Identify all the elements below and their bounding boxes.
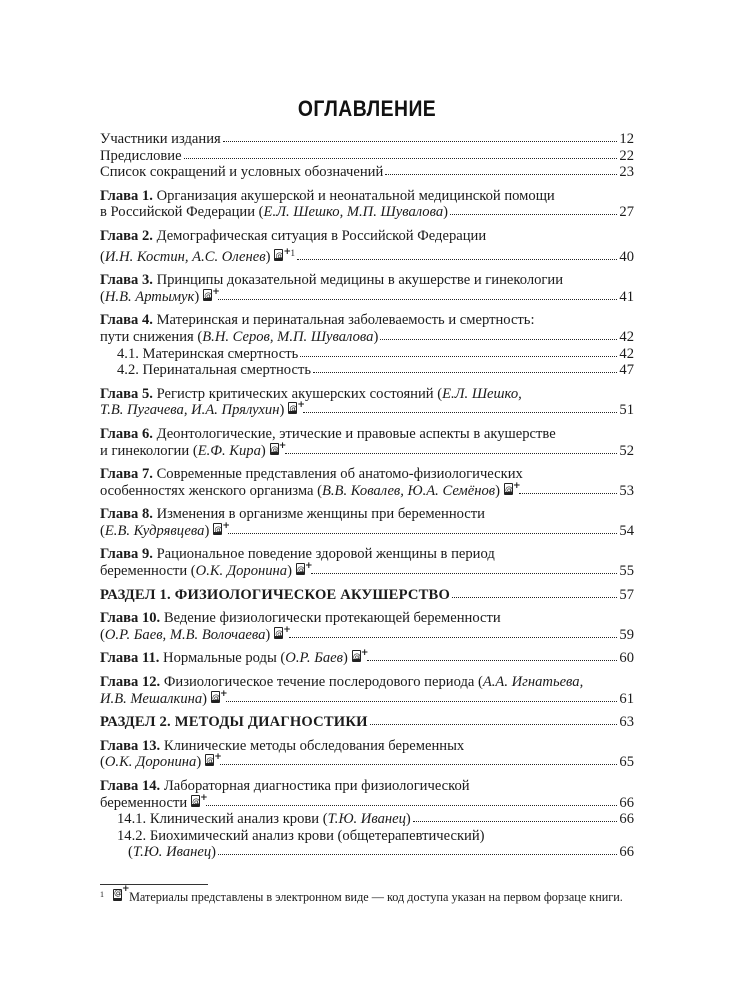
toc-chapter[interactable]: [100, 778, 634, 811]
electronic-materials-icon: @ +: [296, 563, 309, 577]
entry-text: (: [100, 288, 105, 305]
toc-line: [100, 148, 634, 165]
entry-text: 14.2. Биохимический анализ крови (общетерапевтический): [117, 827, 485, 844]
entry-text: Рациональное поведение здоровой женщины в период: [156, 546, 495, 563]
chapter-label: Глава 6.: [100, 425, 153, 442]
author-names: О.Р. Баев, М.В. Волочаева: [104, 626, 266, 643]
toc-line: [100, 480, 634, 500]
page-number[interactable]: 42: [619, 328, 634, 345]
toc-line: [100, 346, 634, 363]
page-number[interactable]: 63: [619, 714, 634, 731]
entry-title: [100, 506, 485, 523]
closing-paren: ): [287, 563, 292, 580]
dot-leader: [385, 164, 617, 176]
page-number[interactable]: 60: [619, 650, 634, 667]
entry-text: беременности (: [100, 563, 196, 580]
entry-title: [100, 386, 522, 403]
page-number[interactable]: 51: [619, 402, 634, 419]
entry-title: [128, 844, 216, 861]
entry-title: [117, 828, 485, 845]
entry-title: [100, 546, 495, 563]
toc-chapter[interactable]: [100, 466, 634, 499]
closing-paren: ): [342, 650, 348, 667]
entry-text: (: [100, 754, 105, 771]
page-number[interactable]: 42: [619, 345, 634, 362]
entry-text: Изменения в организме женщины при беременности: [156, 506, 485, 523]
electronic-materials-icon: @ +: [504, 483, 517, 497]
toc-line: [100, 329, 634, 346]
entry-title: [100, 131, 221, 148]
toc-line: [100, 610, 634, 627]
toc-line: [100, 131, 634, 148]
electronic-materials-icon: @ +: [274, 249, 287, 263]
dot-leader: [303, 402, 617, 414]
closing-paren: ): [196, 754, 202, 771]
toc-line: [100, 844, 634, 861]
page-title: ОГЛАВЛЕНИЕ: [297, 96, 437, 121]
page-number[interactable]: 52: [619, 442, 634, 459]
page-number[interactable]: 53: [619, 482, 634, 499]
toc-chapter[interactable]: [100, 610, 634, 643]
dot-leader: [289, 627, 617, 639]
toc-entry[interactable]: [100, 131, 634, 148]
closing-paren: ): [265, 626, 271, 643]
entry-title: [100, 752, 222, 771]
toc-line: [100, 688, 634, 708]
toc-line: [100, 778, 634, 795]
entry-text: Деонтологические, этические и правовые аспекты в акушерстве: [156, 425, 556, 442]
entry-text: Лабораторная диагностика при физиологической: [163, 778, 470, 794]
entry-title: [100, 188, 555, 205]
toc-chapter[interactable]: [100, 426, 634, 459]
toc-chapter[interactable]: [100, 650, 634, 667]
entry-text: 4.1. Материнская смертность: [117, 345, 299, 362]
author-names: Е.В. Кудрявцева: [104, 522, 205, 539]
author-names: И.Н. Костин, А.С. Оленев: [104, 248, 266, 265]
closing-paren: ): [373, 328, 379, 345]
page-number[interactable]: 40: [619, 248, 634, 265]
chapter-label: Глава 10.: [100, 610, 161, 627]
page-number[interactable]: 66: [619, 811, 634, 828]
chapter-label: Глава 13.: [100, 737, 161, 754]
toc-chapter[interactable]: [100, 546, 634, 579]
chapter-label: Глава 14.: [100, 778, 161, 794]
closing-paren: ): [279, 402, 285, 419]
closing-paren: ): [405, 811, 411, 828]
page-number[interactable]: 66: [619, 844, 634, 861]
footnote-number: 1: [100, 890, 104, 899]
toc-chapter[interactable]: [100, 674, 634, 707]
dot-leader: [206, 795, 617, 807]
entry-text: Демографическая ситуация в Российской Федерации: [156, 227, 487, 244]
author-names: В.В. Ковалев, Ю.А. Семёнов: [321, 482, 496, 499]
author-names: А.А. Игнатьева,: [482, 674, 584, 691]
entry-text: Регистр критических акушерских состояний (: [156, 385, 443, 402]
toc-subsection[interactable]: [100, 828, 634, 861]
chapter-label: Глава 9.: [100, 546, 153, 563]
page-number[interactable]: 22: [619, 147, 634, 164]
entry-title: [100, 426, 556, 443]
entry-title: [100, 624, 291, 644]
chapter-label: Глава 11.: [100, 650, 160, 667]
dot-leader: [223, 131, 618, 143]
toc-chapter[interactable]: [100, 386, 634, 419]
entry-text: в Российской Федерации (: [100, 204, 264, 221]
electronic-materials-icon: @ +: [352, 650, 365, 664]
entry-text: (: [100, 626, 105, 643]
entry-text: Участники издания: [100, 131, 221, 147]
entry-title: [100, 400, 305, 419]
toc-line: [100, 714, 634, 731]
toc-line: [100, 674, 634, 691]
toc-subsection[interactable]: [100, 362, 634, 379]
electronic-materials-icon: @ +: [288, 402, 301, 416]
entry-title: [100, 272, 563, 289]
author-names: Т.Ю. Иванец: [132, 844, 212, 861]
author-names: Т.В. Пугачева, И.А. Прялухин: [100, 402, 280, 419]
closing-paren: ): [260, 442, 266, 459]
entry-title: [100, 164, 383, 181]
dot-leader: [184, 148, 618, 160]
electronic-materials-icon: @ +: [270, 443, 283, 457]
chapter-label: Глава 4.: [100, 312, 153, 329]
toc-line: [100, 228, 634, 245]
chapter-label: Глава 3.: [100, 272, 153, 289]
dot-leader: [220, 754, 617, 766]
entry-text: и гинекологии (: [100, 442, 198, 459]
electronic-materials-icon: @ +: [113, 889, 126, 903]
electronic-materials-icon: @ +: [191, 795, 204, 809]
entry-text: 14.1. Клинический анализ крови (: [117, 811, 328, 828]
entry-text: (: [128, 844, 133, 861]
toc-line: [100, 520, 634, 540]
entry-title: [100, 148, 182, 165]
entry-text: Материнская и перинатальная заболеваемость и смертность:: [156, 312, 535, 329]
entry-text: беременности: [100, 794, 188, 811]
toc-line: [100, 286, 634, 306]
dot-leader: [285, 443, 618, 455]
author-names: Е.Ф. Кира: [197, 442, 261, 459]
closing-paren: ): [194, 288, 200, 305]
page-number[interactable]: 47: [619, 362, 634, 379]
table-of-contents: [100, 131, 634, 868]
page-number[interactable]: 27: [619, 204, 634, 221]
closing-paren: ): [211, 844, 217, 861]
page-number[interactable]: 12: [619, 131, 634, 147]
entry-title: [100, 480, 521, 500]
entry-text: Список сокращений и условных обозначений: [100, 164, 384, 181]
toc-line: [100, 466, 634, 483]
toc-section[interactable]: [100, 714, 634, 731]
author-names: О.Р. Баев: [285, 650, 343, 667]
page-number[interactable]: 61: [619, 690, 634, 707]
author-names: Е.Л. Шешко, М.П. Шувалова: [263, 204, 444, 221]
entry-title: [100, 466, 523, 483]
entry-title: [100, 329, 378, 346]
toc-subsection[interactable]: [100, 346, 634, 363]
entry-title: [100, 561, 313, 580]
toc-line: [100, 312, 634, 329]
toc-line: [100, 811, 634, 828]
electronic-materials-icon: @ +: [274, 627, 287, 641]
electronic-materials-icon: @ +: [205, 754, 218, 768]
dot-leader: [226, 691, 617, 703]
entry-title: [100, 778, 470, 795]
toc-line: [100, 792, 634, 812]
toc-line: [100, 624, 634, 644]
entry-text: РАЗДЕЛ 1. ФИЗИОЛОГИЧЕСКОЕ АКУШЕРСТВО: [100, 586, 451, 603]
author-names: О.К. Доронина: [195, 563, 288, 580]
footnote-text: Материалы представлены в электронном виде — код доступа указан на первом форзаце книги.: [129, 890, 623, 904]
dot-leader: [218, 289, 617, 301]
dot-leader: [218, 844, 617, 856]
entry-title: [100, 648, 369, 667]
closing-paren: ): [204, 522, 210, 539]
toc-line: [100, 440, 634, 460]
chapter-label: Глава 7.: [100, 466, 153, 483]
dot-leader: [519, 483, 617, 495]
page-number[interactable]: 65: [619, 754, 634, 771]
entry-title: [100, 520, 230, 540]
entry-text: Ведение физиологически протекающей беременности: [163, 610, 501, 627]
page-number[interactable]: 59: [619, 626, 634, 643]
dot-leader: [452, 587, 617, 599]
toc-line: [100, 426, 634, 443]
footnote-divider: [100, 884, 208, 885]
dot-leader: [450, 204, 617, 216]
page-number[interactable]: 55: [619, 563, 634, 580]
footnote-ref[interactable]: 1: [290, 247, 295, 258]
dot-leader: [413, 811, 618, 823]
author-names: О.К. Доронина: [104, 754, 197, 771]
dot-leader: [367, 650, 618, 662]
page-number[interactable]: 66: [619, 794, 634, 811]
entry-text: Физиологическое течение послеродового периода (: [163, 674, 483, 691]
toc-line: [100, 188, 634, 205]
closing-paren: ): [265, 248, 271, 265]
entry-text: Клинические методы обследования беременных: [163, 737, 465, 754]
footnote: [100, 884, 640, 905]
entry-title: [100, 228, 486, 245]
toc-chapter[interactable]: [100, 188, 634, 221]
page-number[interactable]: 54: [619, 522, 634, 539]
entry-title: [117, 811, 411, 828]
toc-line: [100, 506, 634, 523]
toc-line: [100, 402, 634, 419]
author-names: Н.В. Артымук: [104, 288, 195, 305]
entry-text: пути снижения (: [100, 328, 203, 345]
toc-chapter[interactable]: [100, 738, 634, 771]
toc-line: [100, 738, 634, 755]
dot-leader: [297, 249, 617, 261]
entry-title: [100, 286, 220, 306]
author-names: И.В. Мешалкина: [100, 690, 203, 707]
electronic-materials-icon: @ +: [211, 691, 224, 705]
entry-title: [100, 245, 295, 266]
dot-leader: [228, 523, 617, 535]
dot-leader: [313, 362, 617, 374]
electronic-materials-icon: @ +: [203, 289, 216, 303]
chapter-label: Глава 8.: [100, 506, 153, 523]
dot-leader: [300, 346, 617, 358]
toc-line: [100, 164, 634, 181]
entry-text: (: [100, 248, 105, 265]
toc-line: [100, 587, 634, 604]
entry-title: [117, 362, 311, 379]
toc-line: [100, 386, 634, 403]
toc-chapter[interactable]: [100, 506, 634, 539]
dot-leader: [311, 563, 617, 575]
dot-leader: [380, 329, 617, 341]
closing-paren: ): [202, 690, 208, 707]
entry-text: Нормальные роды (: [163, 650, 286, 667]
entry-title: [100, 674, 583, 691]
electronic-materials-icon: @ +: [213, 523, 226, 537]
entry-text: Организация акушерской и неонатальной медицинской помощи: [156, 187, 555, 204]
toc-subsection[interactable]: [100, 811, 634, 828]
toc-line: [100, 546, 634, 563]
dot-leader: [370, 714, 618, 726]
author-names: Е.Л. Шешко,: [442, 385, 522, 402]
author-names: В.Н. Серов, М.П. Шувалова: [202, 328, 374, 345]
entry-title: [100, 688, 228, 708]
toc-line: [100, 650, 634, 667]
entry-title: [100, 312, 535, 329]
entry-text: 4.2. Перинатальная смертность: [117, 362, 311, 379]
entry-title: [100, 792, 208, 812]
chapter-label: Глава 2.: [100, 227, 153, 244]
chapter-label: Глава 1.: [100, 187, 153, 204]
toc-line: [100, 828, 634, 845]
chapter-label: Глава 5.: [100, 385, 153, 402]
entry-title: [100, 610, 501, 627]
toc-line: [100, 204, 634, 221]
toc-line: [100, 245, 634, 266]
entry-title: [100, 204, 448, 221]
toc-line: [100, 272, 634, 289]
toc-line: [100, 563, 634, 580]
toc-section[interactable]: [100, 587, 634, 604]
toc-entry[interactable]: [100, 148, 634, 165]
toc-line: [100, 362, 634, 379]
entry-text: Предисловие: [100, 147, 182, 164]
closing-paren: ): [443, 204, 448, 221]
toc-chapter[interactable]: [100, 272, 634, 305]
entry-text: Современные представления об анатомо-физиологических: [156, 466, 523, 483]
entry-title: [117, 346, 298, 363]
toc-entry[interactable]: [100, 164, 634, 181]
entry-text: РАЗДЕЛ 2. МЕТОДЫ ДИАГНОСТИКИ: [100, 714, 368, 731]
entry-text: особенностях женского организма (: [100, 482, 322, 499]
page-number[interactable]: 23: [619, 164, 634, 181]
toc-chapter[interactable]: [100, 312, 634, 345]
entry-title: [100, 440, 287, 460]
toc-chapter[interactable]: [100, 228, 634, 265]
chapter-label: Глава 12.: [100, 674, 161, 691]
page-number[interactable]: 57: [619, 586, 634, 603]
entry-title: [100, 587, 450, 604]
entry-text: Принципы доказательной медицины в акушерстве и гинекологии: [156, 272, 564, 289]
entry-text: (: [100, 522, 105, 539]
closing-paren: ): [495, 482, 500, 499]
author-names: Т.Ю. Иванец: [327, 811, 406, 828]
page-number[interactable]: 41: [619, 288, 634, 305]
entry-title: [100, 738, 464, 755]
toc-line: [100, 754, 634, 771]
entry-title: [100, 714, 368, 731]
